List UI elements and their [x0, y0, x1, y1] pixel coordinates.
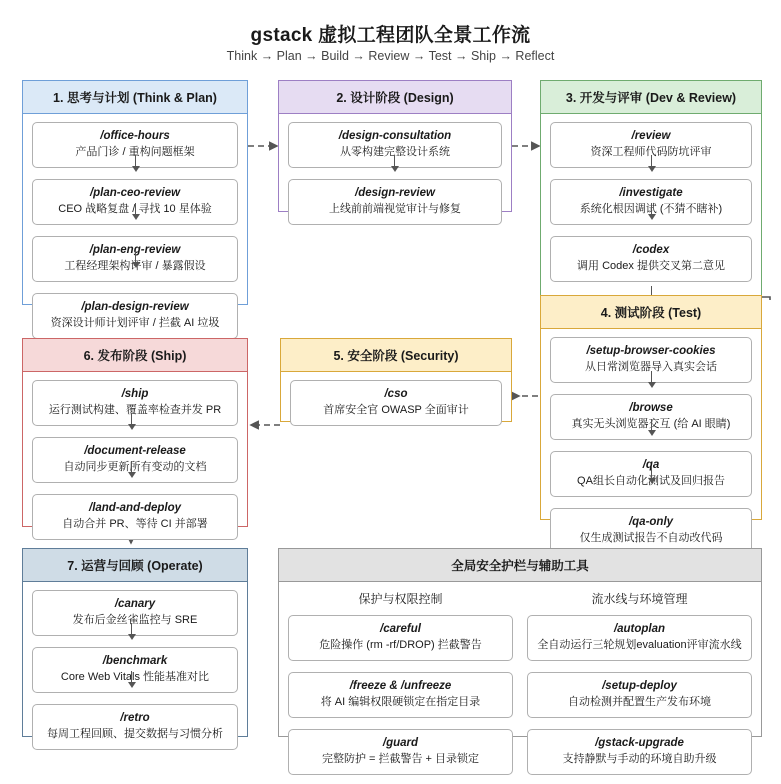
card-desc: 首席安全官 OWASP 全面审计	[323, 404, 469, 416]
panel-body-security	[281, 372, 511, 435]
arrow-design-1	[394, 155, 395, 166]
arrow-test-2	[651, 419, 652, 430]
card-desc: 真实无头浏览器交互 (给 AI 眼睛)	[571, 418, 731, 430]
card-desc: Core Web Vitals 性能基准对比	[60, 671, 210, 683]
card-desc: 调用 Codex 提供交叉第二意见	[577, 260, 725, 272]
card-command: /benchmark	[102, 655, 168, 667]
card-desc: 产品门诊 / 重构问题框架	[75, 146, 195, 158]
panel-design	[278, 80, 512, 215]
card-land-and-deploy[interactable]	[32, 494, 238, 540]
panel-body-operate	[23, 582, 247, 759]
arrow-think-2	[135, 203, 136, 214]
card-design-review[interactable]	[288, 179, 502, 225]
panel-body-global	[279, 582, 761, 784]
arrow-ship-1	[131, 413, 132, 424]
arrow-test-3	[651, 467, 652, 478]
panel-title-ship: 6. 发布阶段 (Ship)	[23, 339, 247, 372]
card-desc: 发布后金丝雀监控与 SRE	[72, 614, 198, 626]
card-desc: 完整防护 = 拦截警告 + 目录锁定	[321, 753, 480, 765]
card-desc: 危险操作 (rm -rf/DROP) 拦截警告	[319, 639, 482, 651]
card-command: /plan-ceo-review	[89, 187, 181, 199]
card-command: /qa-only	[628, 516, 674, 528]
card-command: /gstack-upgrade	[595, 737, 684, 749]
card-desc: 全自动运行三轮规划evaluation评审流水线	[537, 639, 742, 651]
card-command: /freeze & /unfreeze	[349, 680, 452, 692]
card-desc: 仅生成测试报告不自动改代码	[579, 532, 723, 544]
panel-title-think: 1. 思考与计划 (Think & Plan)	[23, 81, 247, 114]
card-command: /retro	[120, 712, 150, 724]
panel-body-test	[541, 329, 761, 563]
card-command: /plan-eng-review	[89, 244, 181, 256]
panel-global-guardrails	[278, 548, 762, 765]
arrow-test-1	[651, 371, 652, 382]
panel-title-operate: 7. 运营与回顾 (Operate)	[23, 549, 247, 582]
card-freeze-unfreeze[interactable]	[288, 672, 513, 718]
card-command: /setup-deploy	[602, 680, 677, 692]
card-command: /autoplan	[613, 623, 666, 635]
panel-title-test: 4. 测试阶段 (Test)	[541, 296, 761, 329]
card-command: /plan-design-review	[81, 301, 189, 313]
card-command: /careful	[380, 623, 421, 635]
panel-security	[280, 338, 512, 422]
card-command: /land-and-deploy	[89, 502, 181, 514]
page-title: gstack 虚拟工程团队全景工作流	[250, 25, 531, 46]
card-gstack-upgrade[interactable]	[527, 729, 752, 775]
page-subtitle: Think → Plan → Build → Review → Test → Ship → Reflect	[226, 49, 555, 63]
arrow-think-3	[135, 251, 136, 262]
card-command: /guard	[382, 737, 419, 749]
card-command: /design-consultation	[338, 130, 452, 142]
panel-body-ship	[23, 372, 247, 549]
card-autoplan[interactable]	[527, 615, 752, 661]
card-desc: 自动同步更新所有变动的文档	[63, 461, 207, 473]
card-desc: 资深设计师计划评审 / 拦截 AI 垃圾	[50, 317, 220, 329]
panel-title-dev: 3. 开发与评审 (Dev & Review)	[541, 81, 761, 114]
card-command: /setup-browser-cookies	[586, 345, 716, 357]
card-desc: 从零构建完整设计系统	[340, 146, 450, 158]
card-command: /document-release	[84, 445, 186, 457]
card-desc: 自动合并 PR、等待 CI 并部署	[62, 518, 208, 530]
card-design-consultation[interactable]	[288, 122, 502, 168]
card-desc: 运行测试构建、覆盖率检查并发 PR	[48, 404, 222, 416]
panel-test	[540, 295, 762, 544]
card-desc: 支持静默与手动的环境自助升级	[562, 753, 717, 765]
panel-ship	[22, 338, 248, 530]
panel-think-and-plan	[22, 80, 248, 329]
card-desc: 自动检测并配置生产发布环境	[568, 696, 711, 708]
arrow-dev-1	[651, 155, 652, 166]
card-command: /qa	[642, 459, 660, 471]
card-command: /office-hours	[100, 130, 170, 142]
global-right-subtitle: 流水线与环境管理	[591, 592, 688, 606]
arrow-think-1	[135, 155, 136, 166]
card-setup-deploy[interactable]	[527, 672, 752, 718]
panel-operate	[22, 548, 248, 740]
card-desc: CEO 战略复盘 / 寻找 10 星体验	[58, 203, 212, 215]
card-command: /codex	[632, 244, 670, 256]
arrow-ship-2	[131, 461, 132, 472]
card-desc: 从日常浏览器导入真实会话	[585, 361, 717, 373]
card-careful[interactable]	[288, 615, 513, 661]
card-command: /browse	[629, 402, 673, 414]
card-desc: QA组长自动化测试及回归报告	[577, 475, 725, 487]
card-command: /cso	[384, 388, 408, 400]
panel-dev-and-review	[540, 80, 762, 297]
card-cso[interactable]	[290, 380, 502, 426]
card-desc: 系统化根因调试 (不猜不瞎补)	[579, 203, 723, 215]
global-left-subtitle: 保护与权限控制	[358, 592, 443, 606]
card-retro[interactable]	[32, 704, 238, 750]
card-command: /investigate	[619, 187, 683, 199]
card-command: /ship	[121, 388, 149, 400]
panel-title-security: 5. 安全阶段 (Security)	[281, 339, 511, 372]
card-desc: 上线前前端视觉审计与修复	[329, 203, 461, 215]
card-codex[interactable]	[550, 236, 752, 282]
panel-title-design: 2. 设计阶段 (Design)	[279, 81, 511, 114]
global-right-column	[527, 590, 752, 775]
arrow-dev-2	[651, 203, 652, 214]
card-plan-design-review[interactable]	[32, 293, 238, 339]
arrow-ops-2	[131, 671, 132, 682]
panel-body-design	[279, 114, 511, 234]
card-canary[interactable]	[32, 590, 238, 636]
arrow-ops-1	[131, 623, 132, 634]
card-command: /review	[631, 130, 671, 142]
panel-title-global: 全局安全护栏与辅助工具	[279, 549, 761, 582]
panel-body-think	[23, 114, 247, 348]
card-ship[interactable]	[32, 380, 238, 426]
card-desc: 工程经理架构评审 / 暴露假设	[64, 260, 206, 272]
card-guard[interactable]	[288, 729, 513, 775]
card-desc: 每周工程回顾、提交数据与习惯分析	[47, 728, 223, 740]
card-command: /canary	[114, 598, 156, 610]
card-desc: 资深工程师代码防坑评审	[590, 146, 712, 158]
card-desc: 将 AI 编辑权限硬锁定在指定目录	[320, 696, 481, 708]
global-left-column	[288, 590, 513, 775]
card-command: /design-review	[355, 187, 435, 199]
